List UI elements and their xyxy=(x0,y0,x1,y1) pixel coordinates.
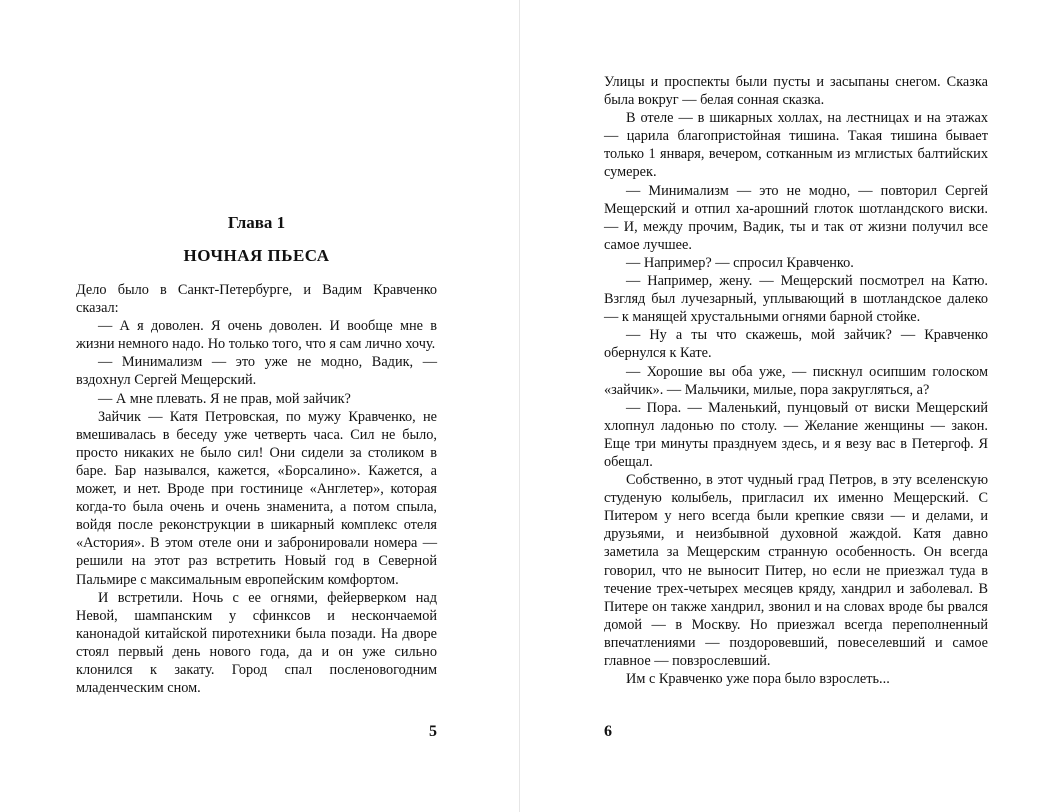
paragraph: Собственно, в этот чудный град Петров, в эту вселенскую студеную колыбель, пригласил их именно Мещерский. С Питером у него всегда были крепкие связи — и делами, и друзьями, и неизбывной духовной жаждой. Катя давно заметила за Мещерским странную особенность. Он всегда говорил, что не выносит Питер, но если не приезжал туда в течение трех-четырех месяцев кряду, хандрил и заболевал. В Питере он также хандрил, звонил и на словах вроде бы рвался домой — в Москву. Но приезжал всегда переполненный впечатлениями — поздоровевший, повеселевший и самое главное — повзрослевший. xyxy=(604,472,988,669)
page-number: 6 xyxy=(604,723,612,740)
paragraph: — Минимализм — это уже не модно, Вадик, — вздохнул Сергей Мещерский. xyxy=(76,354,437,389)
paragraph: Улицы и проспекты были пусты и засыпаны снегом. Сказка была вокруг — белая сонная сказка. xyxy=(604,74,988,109)
paragraph: — А мне плевать. Я не прав, мой зайчик? xyxy=(98,390,351,407)
paragraph: — Ну а ты что скажешь, мой зайчик? — Кравченко обернулся к Кате. xyxy=(604,327,988,362)
paragraph: Зайчик — Катя Петровская, по мужу Кравченко, не вмешивалась в беседу уже четверть часа. Сил не было, просто никаких не было сил! Они сидели за столиком в баре. Бар назывался, кажется, «Борсалино». Кажется, а может, и нет. Вроде при гостинице «Англетер», которая когда-то была очень и очень знаменита, а потом спылa, войдя после реконструкции в шикарный комплекс отеля «Астория». В этом отеле они и забронировали номера — решили на этот раз встретить Новый год в Северной Пальмире с максимальным европейским комфортом. xyxy=(76,408,437,588)
paragraph: И встретили. Ночь с ее огнями, фейерверком над Невой, шампанским у сфинксов и нескончаемой канонадой китайской пиротехники была позади. На дворе стоял первый день нового года, да и он уже сильно клонился к закату. Город спал посленовогодним младенческим сном. xyxy=(76,589,437,697)
paragraph: Дело было в Санкт-Петербурге, и Вадим Кравченко сказал: xyxy=(76,282,437,317)
paragraph: — Минимализм — это не модно, — повторил Сергей Мещерский и отпил ха-арошний глоток шотландского виски. — И, между прочим, Вадик, ты и так от жизни получил все самое лучшее. xyxy=(604,182,988,253)
right-page-text xyxy=(604,73,988,688)
paragraph: — Хорошие вы оба уже, — пискнул осипшим голоском «зайчик». — Мальчики, милые, пора закругляться, а? xyxy=(604,363,988,398)
paragraph: — Например, жену. — Мещерский посмотрел на Катю. Взгляд был лучезарный, уплывающий в шотландское далеко — к манящей хрустальными огнями барной стойке. xyxy=(604,273,988,326)
page-number: 5 xyxy=(429,723,437,740)
paragraph: — Например? — спросил Кравченко. xyxy=(626,254,854,271)
chapter-number: Глава 1 xyxy=(227,213,286,232)
paragraph: — Пора. — Маленький, пунцовый от виски Мещерский хлопнул ладонью по столу. — Желание женщины — закон. Еще три минуты празднуем здесь, и я везу вас в Петергоф. Я обещал. xyxy=(604,399,988,470)
paragraph: — А я доволен. Я очень доволен. И вообще мне в жизни немного надо. Но только того, что я сам лично хочу. xyxy=(76,318,437,353)
paragraph: В отеле — в шикарных холлах, на лестницах и на этажах — царила благопристойная тишина. Такая тишина бывает только 1 января, вечером, сотканным из мглистых балтийских сумерек. xyxy=(604,110,988,181)
left-page-text xyxy=(76,281,437,697)
paragraph: Им с Кравченко уже пора было взрослеть... xyxy=(626,671,890,688)
chapter-title: НОЧНАЯ ПЬЕСА xyxy=(183,246,330,265)
left-page xyxy=(76,0,437,812)
right-page xyxy=(604,0,988,812)
page-gutter xyxy=(519,0,520,812)
